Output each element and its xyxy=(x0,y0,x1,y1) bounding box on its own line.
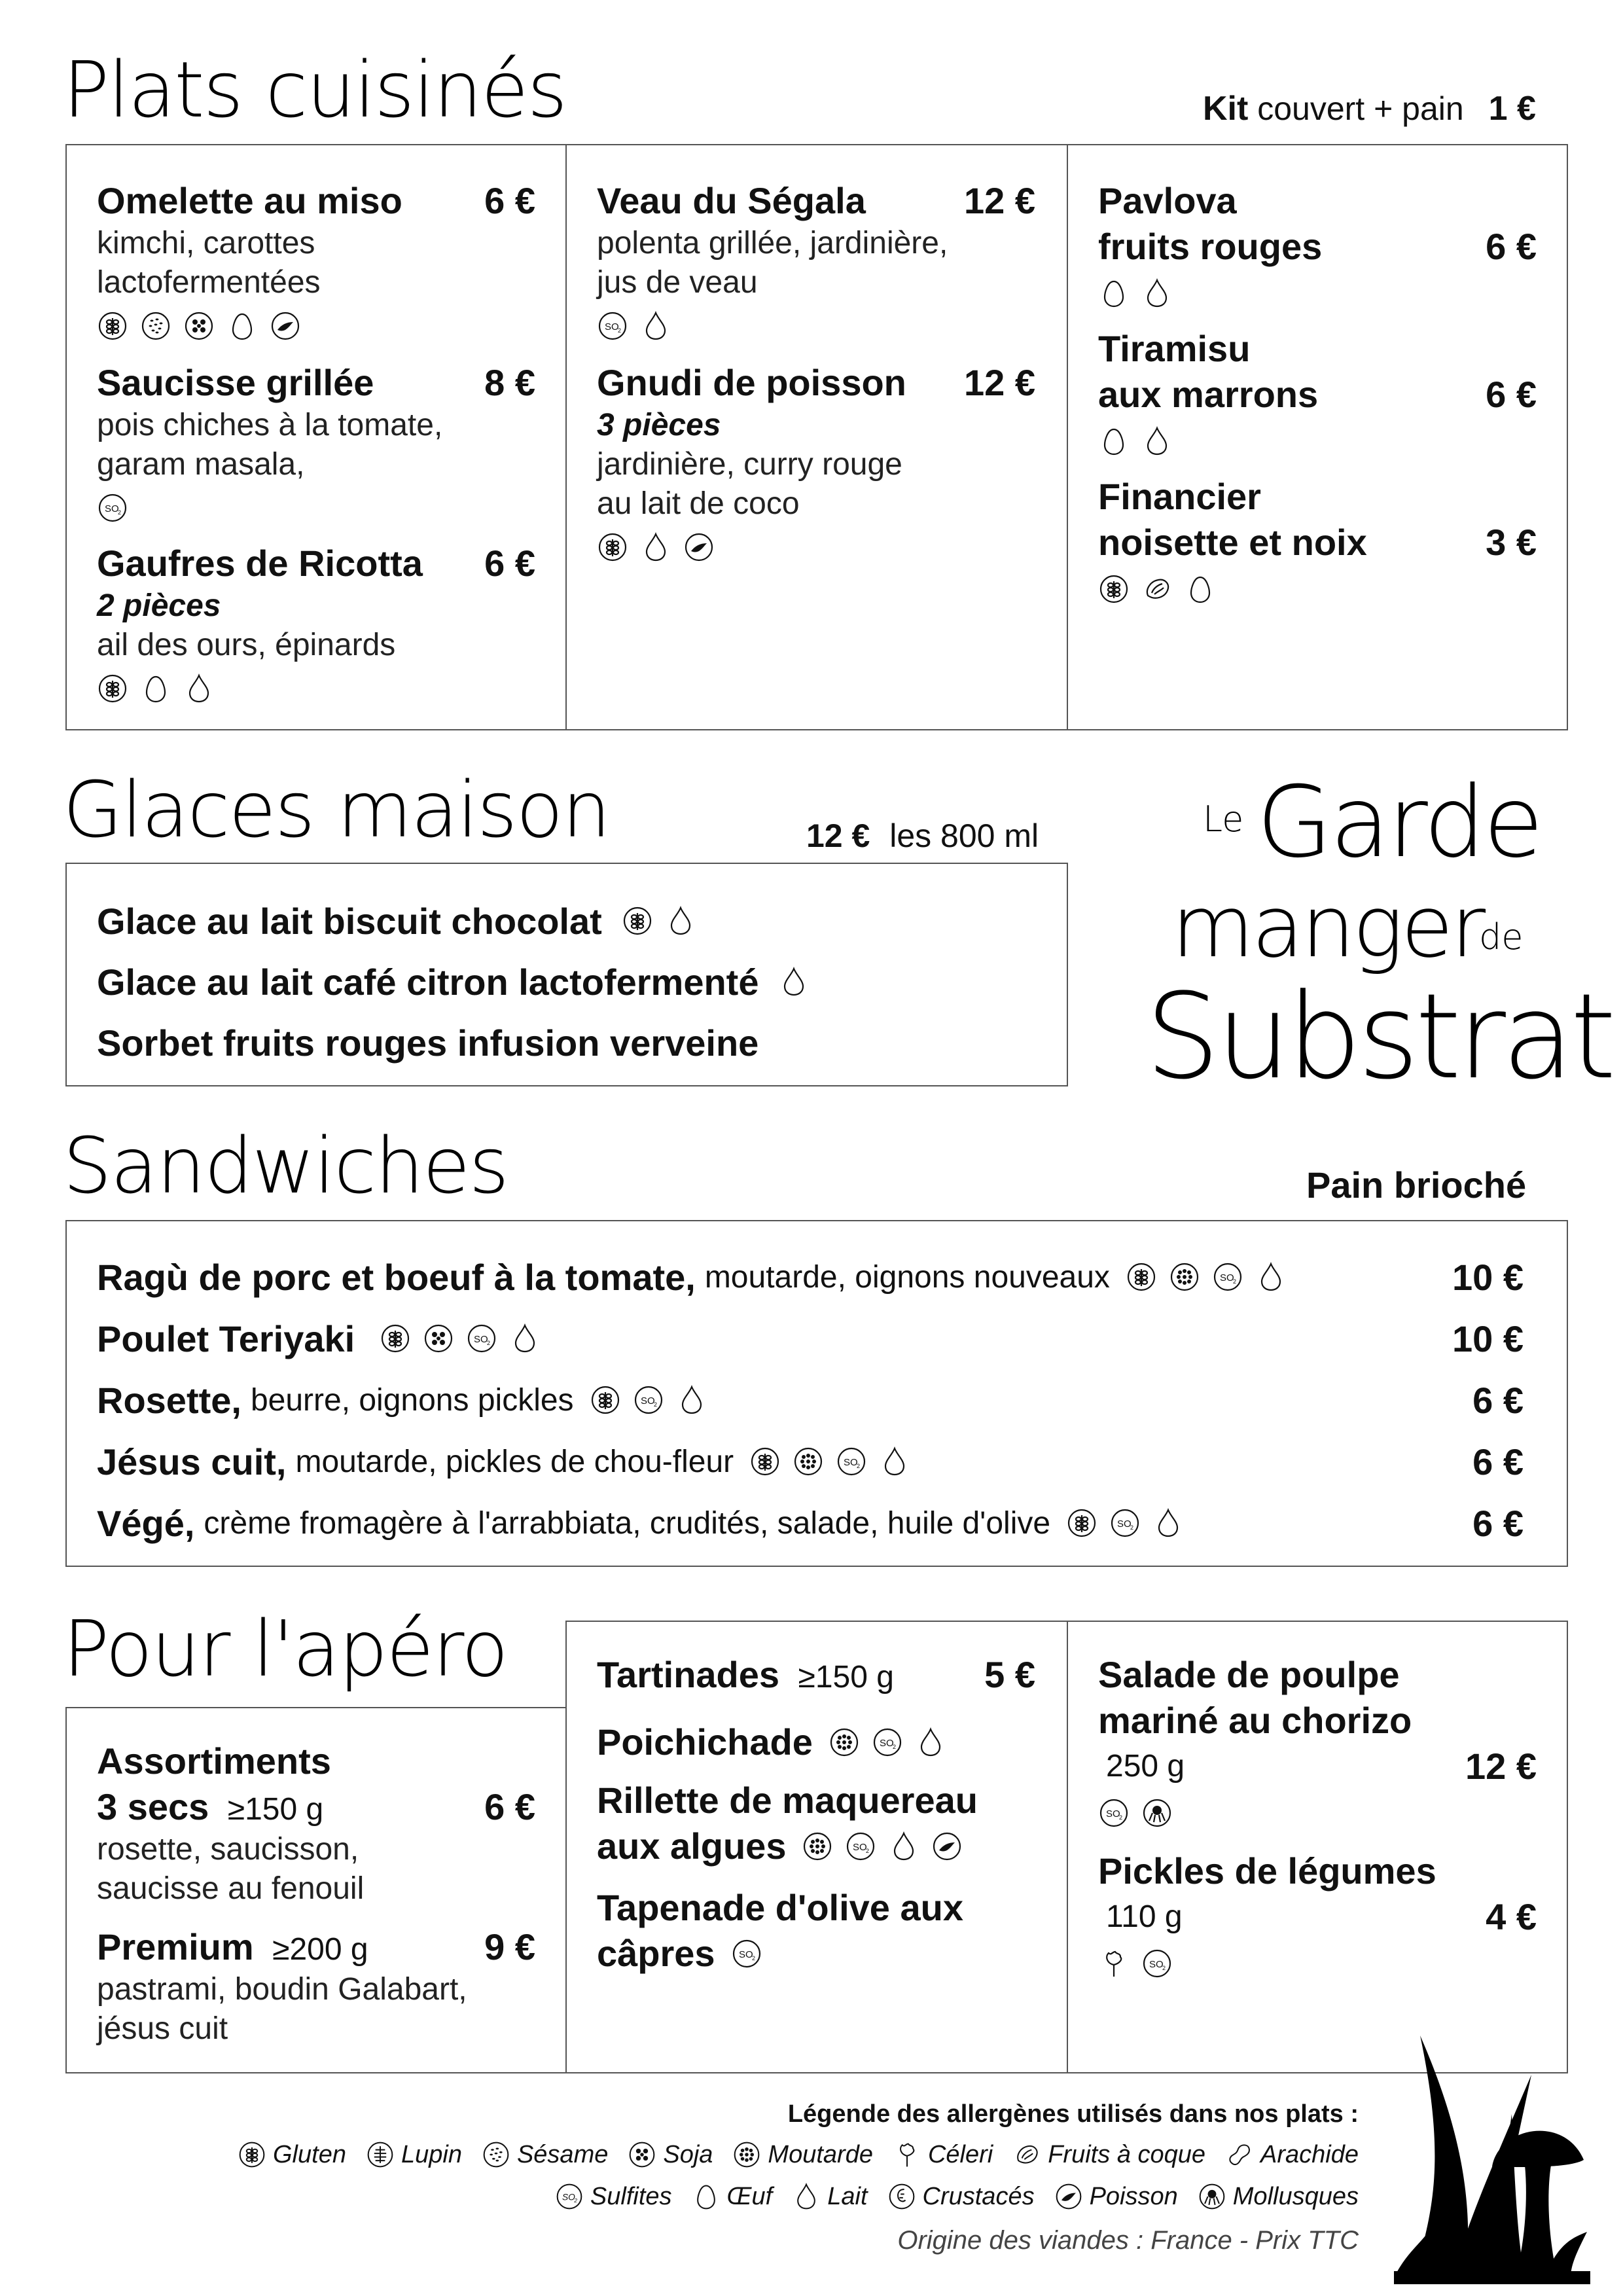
apero-item-name: Tartinades xyxy=(597,1654,780,1695)
apero-col2 xyxy=(597,1652,1035,1977)
legend-row-1 xyxy=(170,2134,1359,2176)
allergen-icons xyxy=(590,1380,707,1420)
dish-desc: pois chiches à la tomate, xyxy=(97,408,443,442)
lait-icon xyxy=(509,1323,541,1354)
legend-label: Lait xyxy=(827,2182,868,2210)
kit-text: couvert + pain xyxy=(1257,90,1464,127)
lait-icon xyxy=(1255,1261,1287,1293)
lait-icon xyxy=(879,1446,910,1477)
oeuf-icon xyxy=(1098,278,1130,309)
poisson-icon xyxy=(270,310,301,342)
section-title-glaces: Glaces maison xyxy=(63,764,610,855)
kit-price: 1 € xyxy=(1488,90,1536,128)
oeuf-icon xyxy=(140,673,171,704)
gluten-icon xyxy=(1126,1261,1157,1293)
dessert-tiramisu xyxy=(1098,326,1537,461)
svg-text:2: 2 xyxy=(866,1848,870,1854)
legend-label: Mollusques xyxy=(1232,2182,1359,2210)
assortiment-desc: saucisse au fenouil xyxy=(97,1871,365,1906)
legend-item xyxy=(1198,2182,1359,2211)
crustaces-icon xyxy=(887,2182,916,2211)
dessert-financier xyxy=(1098,474,1537,609)
assortiment-item xyxy=(97,1784,535,1909)
gluten-icon xyxy=(97,310,128,342)
apero-divider xyxy=(1067,1621,1068,2073)
assortiment-name: 3 secs xyxy=(97,1786,209,1827)
brand-manger: manger xyxy=(1171,877,1484,977)
allergen-icons xyxy=(778,962,810,1001)
dish-price: 6 € xyxy=(484,180,535,221)
brand-logo xyxy=(1139,766,1613,1105)
glaces-unit: les 800 ml xyxy=(889,817,1039,854)
sulfites-icon xyxy=(845,1831,876,1862)
brand-garde: Garde xyxy=(1257,766,1541,880)
svg-text:SO: SO xyxy=(738,1949,753,1960)
apero-item-name: mariné au chorizo xyxy=(1098,1700,1412,1741)
legend-item xyxy=(628,2140,713,2169)
glace-name: Glace au lait biscuit chocolat xyxy=(97,900,602,942)
svg-text:2: 2 xyxy=(653,1401,657,1408)
celeri-icon xyxy=(1098,1948,1130,1979)
sesame-icon xyxy=(140,310,171,342)
sandwiches-subtitle: Pain brioché xyxy=(1306,1164,1527,1206)
sulfites-icon xyxy=(1212,1261,1243,1293)
allergen-icons xyxy=(1098,422,1537,461)
sandwich-name: Végé, xyxy=(97,1502,195,1544)
assortiment-weight: ≥150 g xyxy=(227,1792,324,1827)
dish-name: Gaufres de Ricotta xyxy=(97,543,423,584)
dish-price: 8 € xyxy=(484,362,535,403)
moutarde-icon xyxy=(732,2140,761,2169)
dish-name: Veau du Ségala xyxy=(597,180,866,221)
legend-label: Gluten xyxy=(273,2140,346,2168)
dish-quantity: 2 pièces xyxy=(97,588,221,623)
dish-name: Saucisse grillée xyxy=(97,362,374,403)
dish-gaufres xyxy=(97,541,535,708)
glace-item xyxy=(97,951,810,1013)
sulfites-icon xyxy=(1109,1507,1141,1539)
dish-price: 6 € xyxy=(1486,374,1537,415)
dish-desc: lactofermentées xyxy=(97,265,321,300)
mollusques-icon xyxy=(1141,1797,1173,1829)
lait-icon xyxy=(1141,278,1173,309)
dish-desc: ail des ours, épinards xyxy=(97,628,396,662)
legend-item xyxy=(366,2140,462,2169)
moutarde-icon xyxy=(802,1831,833,1862)
dish-price: 12 € xyxy=(964,362,1035,403)
apero-item-weight: ≥150 g xyxy=(798,1660,894,1695)
lupin-icon xyxy=(366,2140,395,2169)
brand-le: Le xyxy=(1203,798,1244,840)
svg-text:SO: SO xyxy=(640,1395,655,1407)
svg-text:SO: SO xyxy=(1149,1959,1164,1970)
apero-item xyxy=(1098,1848,1537,1983)
legend-item xyxy=(1225,2140,1359,2169)
gluten-icon xyxy=(622,905,653,937)
allergen-icons xyxy=(731,1934,762,1973)
allergen-icons xyxy=(622,901,696,941)
sulfites-icon xyxy=(597,310,628,342)
legend-item xyxy=(1012,2140,1205,2169)
assortiment-price: 9 € xyxy=(484,1926,535,1967)
sandwich-name: Ragù de porc et boeuf à la tomate, xyxy=(97,1256,696,1298)
svg-text:SO: SO xyxy=(474,1334,488,1345)
lait-icon xyxy=(792,2182,821,2211)
sandwich-price: 6 € xyxy=(1472,1502,1524,1544)
assortiment-weight: ≥200 g xyxy=(272,1932,368,1967)
apero-item-name: Poichichade xyxy=(597,1721,813,1763)
legend-label: Soja xyxy=(663,2140,713,2168)
section-title-sandwiches: Sandwiches xyxy=(63,1121,508,1211)
svg-text:SO: SO xyxy=(1219,1272,1234,1283)
lait-icon xyxy=(915,1727,946,1758)
legend-item xyxy=(732,2140,873,2169)
lait-icon xyxy=(1141,425,1173,457)
soja-icon xyxy=(423,1323,454,1354)
dish-desc: kimchi, carottes xyxy=(97,226,315,260)
dish-desc: jardinière, curry rouge xyxy=(597,447,902,482)
oeuf-icon xyxy=(692,2182,721,2211)
lait-icon xyxy=(640,310,671,342)
svg-text:SO: SO xyxy=(105,503,119,514)
sandwich-desc: moutarde, pickles de chou-fleur xyxy=(295,1444,734,1479)
assortiments-block xyxy=(97,1738,535,2049)
legend-item xyxy=(482,2140,608,2169)
legend-label: Œuf xyxy=(726,2182,773,2210)
kit-label: Kit xyxy=(1203,90,1249,128)
legend-item xyxy=(887,2182,1035,2211)
allergen-icons xyxy=(380,1319,541,1358)
dish-name: Tiramisu xyxy=(1098,328,1251,369)
assortiment-price: 6 € xyxy=(484,1786,535,1827)
sandwich-desc: moutarde, oignons nouveaux xyxy=(704,1259,1110,1295)
section-title-apero: Pour l'apéro xyxy=(63,1604,508,1694)
apero-item-name: Rillette de maquereau xyxy=(597,1780,978,1821)
gluten-icon xyxy=(238,2140,266,2169)
lait-icon xyxy=(665,905,696,937)
soja-icon xyxy=(183,310,215,342)
celeri-icon xyxy=(893,2140,921,2169)
legend-label: Poisson xyxy=(1089,2182,1178,2210)
glace-name: Sorbet fruits rouges infusion verveine xyxy=(97,1022,759,1064)
legend-item xyxy=(1054,2182,1178,2211)
gluten-icon xyxy=(380,1323,411,1354)
allergen-icons xyxy=(1098,1793,1537,1833)
lait-icon xyxy=(640,531,671,563)
sandwich-desc: beurre, oignons pickles xyxy=(250,1382,574,1418)
dish-price: 12 € xyxy=(964,180,1035,221)
mushroom-grass-illustration xyxy=(1394,1996,1590,2284)
allergen-icons xyxy=(749,1442,910,1481)
svg-text:2: 2 xyxy=(751,1955,755,1962)
svg-text:SO: SO xyxy=(1117,1518,1132,1530)
legend-title: Légende des allergènes utilisés dans nos plats : xyxy=(787,2100,1359,2128)
svg-text:2: 2 xyxy=(618,327,622,334)
apero-item xyxy=(1098,1652,1537,1833)
apero-item-weight: 250 g xyxy=(1106,1749,1185,1784)
sandwich-row xyxy=(97,1492,1524,1554)
sulfites-icon xyxy=(633,1384,664,1416)
legend-label: Sésame xyxy=(516,2140,609,2168)
arachide-icon xyxy=(1225,2140,1254,2169)
poisson-icon xyxy=(683,531,715,563)
legend-label: Moutarde xyxy=(768,2140,873,2168)
sandwich-row xyxy=(97,1308,1524,1369)
lait-icon xyxy=(888,1831,919,1862)
assortiment-desc: jésus cuit xyxy=(97,2011,228,2046)
allergen-icons xyxy=(1098,569,1537,609)
svg-text:SO: SO xyxy=(1106,1808,1120,1820)
apero-col3 xyxy=(1098,1652,1537,1983)
sulfites-icon xyxy=(97,492,128,524)
dish-price: 6 € xyxy=(484,543,535,584)
legend-origin: Origine des viandes : France - Prix TTC xyxy=(897,2226,1359,2255)
svg-text:2: 2 xyxy=(1232,1278,1236,1285)
plats-divider-1 xyxy=(565,144,567,730)
allergen-icons xyxy=(1098,274,1537,313)
dish-desc: polenta grillée, jardinière, xyxy=(597,226,948,260)
svg-text:2: 2 xyxy=(892,1744,896,1750)
lait-icon xyxy=(183,673,215,704)
dish-desc: jus de veau xyxy=(597,265,758,300)
sulfites-icon xyxy=(555,2182,584,2211)
dish-quantity: 3 pièces xyxy=(597,408,721,442)
dish-name: Financier xyxy=(1098,476,1261,517)
sulfites-icon xyxy=(731,1938,762,1969)
allergen-icons xyxy=(97,306,535,346)
kit-line xyxy=(1203,89,1536,128)
svg-text:SO: SO xyxy=(879,1738,894,1749)
legend-item xyxy=(792,2182,867,2211)
gluten-icon xyxy=(749,1446,781,1477)
assortiment-item xyxy=(97,1924,535,2049)
svg-text:2: 2 xyxy=(487,1340,491,1346)
moutarde-icon xyxy=(829,1727,860,1758)
apero-item-price: 12 € xyxy=(1465,1746,1537,1787)
legend-label: Arachide xyxy=(1260,2140,1359,2168)
apero-item-name: Salade de poulpe xyxy=(1098,1654,1400,1695)
apero-item-name: aux algues xyxy=(597,1825,787,1867)
dish-name: Pavlova xyxy=(1098,180,1237,221)
sandwich-name: Poulet Teriyaki xyxy=(97,1318,355,1359)
sulfites-icon xyxy=(836,1446,867,1477)
sandwich-name: Rosette, xyxy=(97,1379,241,1421)
svg-text:SO: SO xyxy=(562,2192,575,2202)
oeuf-icon xyxy=(226,310,258,342)
sandwich-price: 6 € xyxy=(1472,1379,1524,1421)
dish-omelette xyxy=(97,178,535,346)
lait-icon xyxy=(676,1384,707,1416)
svg-text:SO: SO xyxy=(844,1457,858,1468)
apero-item-name: Pickles de légumes xyxy=(1098,1850,1436,1892)
sandwich-price: 10 € xyxy=(1452,1318,1524,1359)
gluten-icon xyxy=(1098,573,1130,605)
brand-de: de xyxy=(1479,916,1524,958)
soja-icon xyxy=(628,2140,656,2169)
dish-veau xyxy=(597,178,1035,346)
dish-name: aux marrons xyxy=(1098,374,1319,415)
poisson-icon xyxy=(1054,2182,1083,2211)
allergen-icons xyxy=(97,488,535,528)
dish-saucisse xyxy=(97,360,535,528)
legend-label: Lupin xyxy=(401,2140,462,2168)
apero-item xyxy=(597,1885,1035,1977)
legend-item xyxy=(555,2182,672,2211)
dish-name: Gnudi de poisson xyxy=(597,362,906,403)
moutarde-icon xyxy=(1169,1261,1200,1293)
allergen-icons xyxy=(802,1827,963,1866)
legend-row-2 xyxy=(170,2176,1359,2217)
svg-text:2: 2 xyxy=(1130,1524,1134,1531)
oeuf-icon xyxy=(1098,425,1130,457)
svg-text:SO: SO xyxy=(853,1842,868,1853)
dish-gnudi xyxy=(597,360,1035,567)
legend-item xyxy=(238,2140,346,2169)
oeuf-icon xyxy=(1185,573,1216,605)
apero-item-name: Tapenade d'olive aux xyxy=(597,1887,963,1928)
apero-item xyxy=(597,1778,1035,1869)
sandwich-price: 6 € xyxy=(1472,1441,1524,1482)
legend-label: Céleri xyxy=(927,2140,993,2168)
glace-name: Glace au lait café citron lactofermenté xyxy=(97,961,759,1003)
apero-item-price: 4 € xyxy=(1486,1896,1537,1937)
glace-item xyxy=(97,890,696,952)
fruits-a-coque-icon xyxy=(1012,2140,1041,2169)
sandwich-name: Jésus cuit, xyxy=(97,1441,287,1482)
glaces-price-line xyxy=(806,817,1039,855)
sandwich-price: 10 € xyxy=(1452,1256,1524,1298)
sandwich-desc: crème fromagère à l'arrabbiata, crudités, salade, huile d'olive xyxy=(204,1505,1051,1541)
assortiments-heading: Assortiments xyxy=(97,1740,331,1782)
allergen-icons xyxy=(1126,1257,1287,1297)
svg-text:SO: SO xyxy=(605,321,619,332)
gluten-icon xyxy=(97,673,128,704)
sandwich-row xyxy=(97,1369,1524,1431)
legend-item xyxy=(692,2182,773,2211)
legend-label: Crustacés xyxy=(922,2182,1035,2210)
dish-desc: au lait de coco xyxy=(597,486,800,521)
mollusques-icon xyxy=(1198,2182,1226,2211)
allergen-icons xyxy=(597,306,1035,346)
svg-text:2: 2 xyxy=(857,1463,861,1469)
allergen-icons xyxy=(829,1723,946,1762)
gluten-icon xyxy=(590,1384,621,1416)
legend-label: Fruits à coque xyxy=(1048,2140,1206,2168)
dish-price: 6 € xyxy=(1486,226,1537,267)
plats-divider-2 xyxy=(1067,144,1068,730)
glaces-price: 12 € xyxy=(806,817,870,854)
lait-icon xyxy=(778,966,810,997)
apero-item xyxy=(597,1652,1035,1712)
gluten-icon xyxy=(597,531,628,563)
apero-item-weight: 110 g xyxy=(1106,1899,1183,1934)
sulfites-icon xyxy=(466,1323,497,1354)
dish-desc: garam masala, xyxy=(97,447,305,482)
dish-name: fruits rouges xyxy=(1098,226,1323,267)
dish-name: Omelette au miso xyxy=(97,180,402,221)
sulfites-icon xyxy=(872,1727,903,1758)
poisson-icon xyxy=(931,1831,963,1862)
allergen-icons xyxy=(97,669,535,708)
gluten-icon xyxy=(1066,1507,1097,1539)
brand-substrat: Substrat xyxy=(1145,969,1613,1105)
sulfites-icon xyxy=(1141,1948,1173,1979)
legend-label: Sulfites xyxy=(590,2182,672,2210)
sulfites-icon xyxy=(1098,1797,1130,1829)
sandwich-row xyxy=(97,1246,1524,1308)
dessert-pavlova xyxy=(1098,178,1537,313)
sandwich-row xyxy=(97,1431,1524,1492)
sesame-icon xyxy=(482,2140,510,2169)
dish-name: noisette et noix xyxy=(1098,522,1367,563)
svg-text:2: 2 xyxy=(574,2198,577,2204)
svg-text:2: 2 xyxy=(118,509,122,516)
fruits-a-coque-icon xyxy=(1141,573,1173,605)
allergen-icons xyxy=(597,528,1035,567)
svg-text:2: 2 xyxy=(1119,1814,1123,1821)
glace-item xyxy=(97,1012,758,1073)
assortiment-desc: pastrami, boudin Galabart, xyxy=(97,1972,467,2007)
dish-price: 3 € xyxy=(1486,522,1537,563)
allergen-icons xyxy=(1098,1944,1537,1983)
moutarde-icon xyxy=(793,1446,824,1477)
apero-item xyxy=(597,1712,1035,1772)
svg-text:2: 2 xyxy=(1162,1965,1166,1971)
section-title-plats: Plats cuisinés xyxy=(63,45,567,135)
assortiment-name: Premium xyxy=(97,1926,254,1967)
allergen-legend xyxy=(170,2094,1359,2263)
allergen-icons xyxy=(1066,1503,1184,1543)
apero-item-name: câpres xyxy=(597,1933,715,1974)
legend-item xyxy=(893,2140,993,2169)
assortiment-desc: rosette, saucisson, xyxy=(97,1832,359,1867)
lait-icon xyxy=(1152,1507,1184,1539)
apero-item-price: 5 € xyxy=(984,1654,1035,1695)
